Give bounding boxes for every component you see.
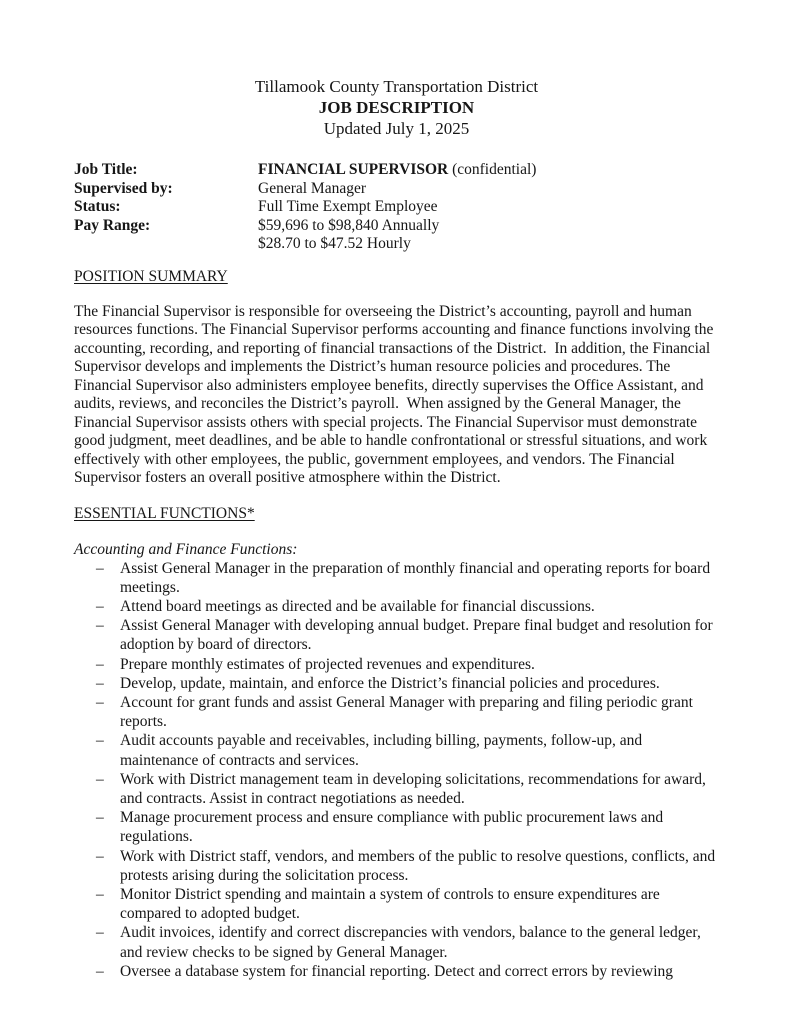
function-item-text: Account for grant funds and assist General Manager with preparing and filing periodic grant reports. — [120, 693, 693, 731]
function-item-text: Attend board meetings as directed and be available for financial discussions. — [120, 597, 595, 615]
function-item-text: Assist General Manager with developing annual budget. Prepare final budget and resolution for adoption by board of directors. — [120, 617, 713, 654]
position-summary-section — [74, 267, 719, 488]
pay-range-row — [74, 217, 719, 236]
dash-bullet: – — [96, 847, 104, 865]
function-item-text: Develop, update, maintain, and enforce the District’s financial policies and procedures. — [120, 674, 660, 692]
function-item-text: Work with District management team in developing solicitations, recommendations for award, and contracts. Assist in contract negotiations as needed. — [120, 770, 706, 807]
function-list-item — [96, 731, 719, 769]
supervised-by-value: General Manager — [258, 179, 367, 197]
function-list-item — [96, 770, 719, 808]
function-list-item — [96, 923, 719, 961]
job-title-row — [74, 161, 719, 180]
job-title-label: Job Title: — [74, 161, 138, 178]
dash-bullet: – — [96, 693, 104, 711]
function-item-text: Manage procurement process and ensure compliance with public procurement laws and regulations. — [120, 809, 664, 846]
dash-bullet: – — [96, 885, 104, 903]
function-list-item — [96, 962, 719, 981]
function-list-item — [96, 847, 719, 885]
dash-bullet: – — [96, 732, 104, 750]
function-item-text: Monitor District spending and maintain a system of controls to ensure expenditures are compared to adopted budget. — [120, 885, 660, 923]
supervised-by-row — [74, 180, 719, 199]
dash-bullet: – — [96, 962, 104, 980]
functions-list — [96, 559, 719, 981]
organization-name: Tillamook County Transportation District — [254, 77, 539, 96]
function-list-item — [96, 808, 719, 846]
function-list-item — [96, 693, 719, 731]
function-item-text: Prepare monthly estimates of projected revenues and expenditures. — [120, 655, 535, 673]
function-list-item — [96, 597, 719, 616]
status-label: Status: — [74, 198, 121, 215]
essential-functions-heading: ESSENTIAL FUNCTIONS* — [74, 504, 255, 522]
document-header — [74, 76, 719, 139]
function-list-item — [96, 616, 719, 654]
function-item-text: Audit accounts payable and receivables, including billing, payments, follow-up, and maintenance of contracts and services. — [120, 732, 643, 769]
pay-range-annual: $59,696 to $98,840 Annually — [258, 216, 440, 234]
job-title-name: FINANCIAL SUPERVISOR — [258, 161, 449, 178]
function-item-text: Work with District staff, vendors, and members of the public to resolve questions, conflicts, and protests arising during the solicitation process. — [120, 847, 716, 884]
subsection-title: Accounting and Finance Functions: — [74, 540, 298, 558]
dash-bullet: – — [96, 655, 104, 673]
position-summary-heading: POSITION SUMMARY — [74, 267, 228, 285]
essential-functions-section — [74, 504, 719, 981]
pay-range-hourly-spacer — [74, 235, 258, 254]
dash-bullet: – — [96, 617, 104, 635]
job-info-block — [74, 161, 719, 254]
pay-range-hourly-row — [74, 235, 719, 254]
function-list-item — [96, 559, 719, 597]
function-item-text: Oversee a database system for financial reporting. Detect and correct errors by reviewing — [120, 962, 674, 980]
function-list-item — [96, 655, 719, 674]
supervised-by-label: Supervised by: — [74, 179, 173, 197]
job-title-note: (confidential) — [448, 161, 537, 178]
function-item-text: Audit invoices, identify and correct discrepancies with vendors, balance to the general ledger, and review checks to be signed by General Manager. — [120, 924, 701, 961]
dash-bullet: – — [96, 597, 104, 615]
status-value: Full Time Exempt Employee — [258, 198, 438, 215]
dash-bullet: – — [96, 924, 104, 942]
job-title-value — [258, 161, 719, 180]
dash-bullet: – — [96, 559, 104, 577]
function-list-item — [96, 674, 719, 693]
dash-bullet: – — [96, 770, 104, 788]
dash-bullet: – — [96, 674, 104, 692]
document-title: JOB DESCRIPTION — [318, 98, 475, 117]
pay-range-hourly: $28.70 to $47.52 Hourly — [258, 235, 411, 252]
position-summary-text: The Financial Supervisor is responsible for overseeing the District’s accounting, payroll and human resources functions. The Financial Supervisor performs accounting and finance functions involving the accounting, recording, and reporting of financial transactions of the District. In addition, the Financial Supervisor develops and implements the District’s human resource policies and procedures. The Financial Supervisor also administers employee benefits, directly supervises the Office Assistant, and audits, reviews, and reconciles the District’s payroll. When assigned by the General Manager, the Financial Supervisor assists others with special projects. The Financial Supervisor must demonstrate good judgment, meet deadlines, and be able to handle confrontational or stressful situations, and work effectively with other employees, the public, government employees, and vendors. The Financial Supervisor fosters an overall positive atmosphere within the District. — [74, 302, 718, 486]
function-item-text: Assist General Manager in the preparation of monthly financial and operating reports for board meetings. — [120, 559, 711, 596]
pay-range-label: Pay Range: — [74, 216, 151, 234]
status-row — [74, 198, 719, 217]
updated-date: Updated July 1, 2025 — [323, 119, 470, 138]
dash-bullet: – — [96, 809, 104, 827]
function-list-item — [96, 885, 719, 923]
